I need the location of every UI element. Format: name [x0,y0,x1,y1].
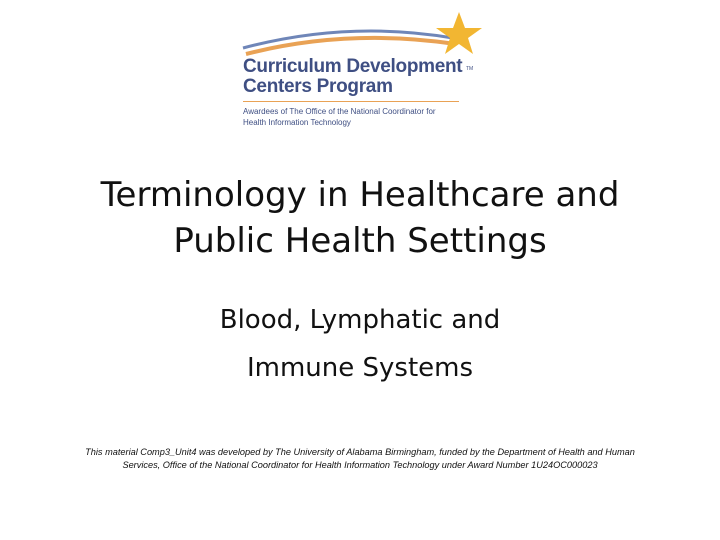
logo-trademark: TM [466,66,474,72]
funding-footnote: This material Comp3_Unit4 was developed by The University of Alabama Birmingham, funded by the Department of Health and Human Services, Office of the National Coordinator for Health Information Technology under Award Number 1U24OC000023 [85,447,635,470]
slide-subtitle [110,296,610,392]
logo-subtext-2: Health Information Technology [243,118,351,127]
logo-subtext-1: Awardees of The Office of the National Coordinator for [243,107,436,116]
subtitle-line-1: Blood, Lymphatic and [219,305,501,335]
logo-arc-star-icon [238,10,488,60]
star-icon [436,12,482,54]
title-line-2: Public Health Settings [173,221,547,261]
logo-line-1: Curriculum Development [243,56,463,77]
cdcp-logo [238,10,488,125]
logo-line-2: Centers Program [243,76,393,97]
slide-title [60,172,660,264]
title-line-1: Terminology in Healthcare and [100,175,620,215]
subtitle-line-2: Immune Systems [246,353,474,383]
logo-divider [243,101,459,102]
